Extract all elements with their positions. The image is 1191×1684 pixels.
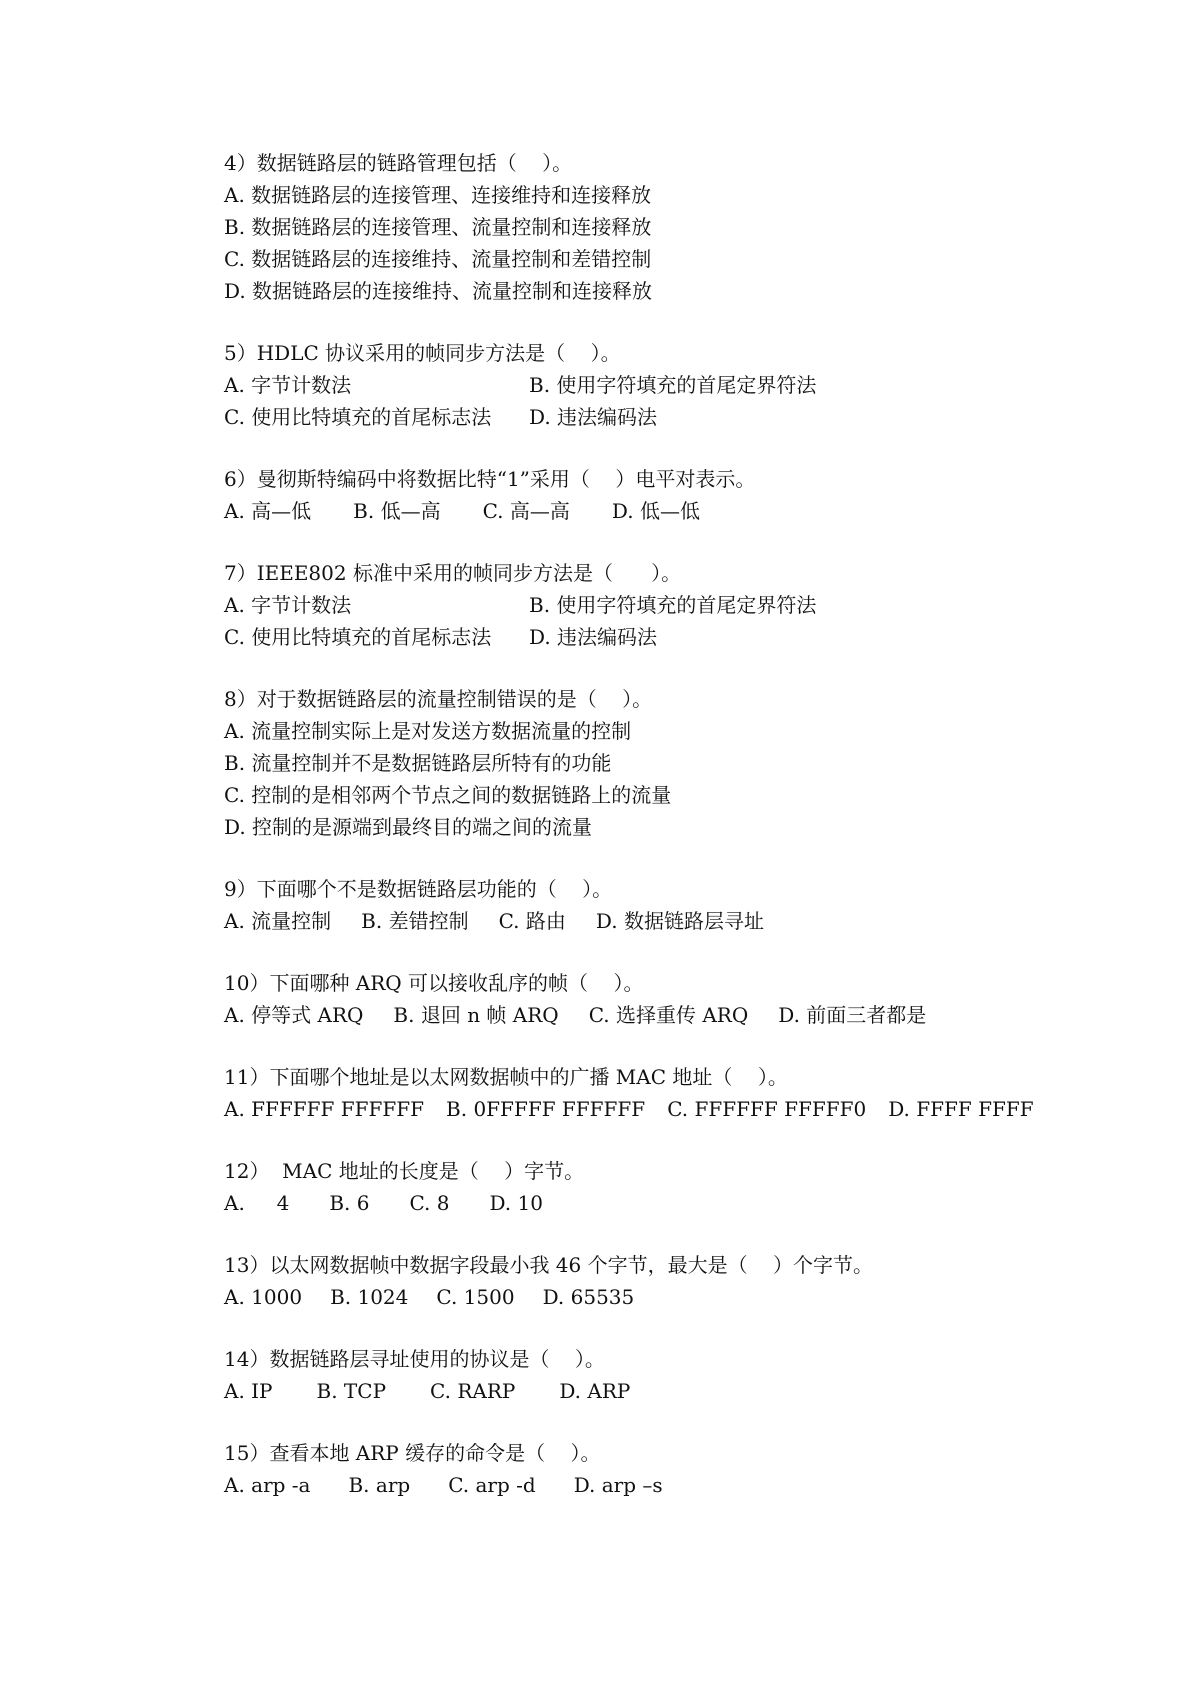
option-c: C. 控制的是相邻两个节点之间的数据链路上的流量 — [224, 783, 672, 807]
option-d: D. FFFF FFFF — [888, 1097, 1034, 1121]
question-text: 8）对于数据链路层的流量控制错误的是（ ）。 — [224, 687, 653, 711]
question-text: 5）HDLC 协议采用的帧同步方法是（ ）。 — [224, 341, 621, 365]
question-text: 7）IEEE802 标准中采用的帧同步方法是（ ）。 — [224, 561, 682, 585]
option-d: D. 数据链路层寻址 — [595, 909, 764, 933]
option-b: B. 数据链路层的连接管理、流量控制和连接释放 — [224, 215, 652, 239]
option-b: B. 低—高 — [353, 499, 441, 523]
option-d: D. 低—低 — [611, 499, 700, 523]
question-4 — [224, 147, 1124, 307]
option-b: B. 使用字符填充的首尾定界符法 — [529, 593, 817, 617]
option-a: A. IP — [224, 1379, 273, 1403]
option-row — [224, 1469, 1124, 1501]
option-a: A. 数据链路层的连接管理、连接维持和连接释放 — [224, 183, 652, 207]
question-9 — [224, 873, 1124, 937]
option-c: C. 使用比特填充的首尾标志法 — [224, 405, 492, 429]
question-text: 15）查看本地 ARP 缓存的命令是（ ）。 — [224, 1441, 601, 1465]
option-a: A. 高—低 — [224, 499, 312, 523]
option-row — [224, 1375, 1124, 1407]
option-b: B. 退回 n 帧 ARQ — [393, 1003, 559, 1027]
option-c: C. 路由 — [498, 909, 566, 933]
option-row — [224, 495, 1124, 527]
option-d: D. 前面三者都是 — [778, 1003, 927, 1027]
question-text: 12） MAC 地址的长度是（ ）字节。 — [224, 1159, 585, 1183]
question-text: 10）下面哪种 ARQ 可以接收乱序的帧（ ）。 — [224, 971, 644, 995]
option-b: B. 流量控制并不是数据链路层所特有的功能 — [224, 751, 612, 775]
option-row — [224, 621, 1124, 653]
option-c: C. 使用比特填充的首尾标志法 — [224, 625, 492, 649]
option-row — [224, 1187, 1124, 1219]
question-12 — [224, 1155, 1124, 1219]
question-8 — [224, 683, 1124, 843]
option-a: A. 字节计数法 — [224, 373, 352, 397]
option-row — [224, 905, 1124, 937]
question-7 — [224, 557, 1124, 653]
option-a: A. 流量控制实际上是对发送方数据流量的控制 — [224, 719, 632, 743]
question-10 — [224, 967, 1124, 1031]
option-c: C. 数据链路层的连接维持、流量控制和差错控制 — [224, 247, 652, 271]
option-d: D. 10 — [489, 1191, 543, 1215]
option-a: A. arp -a — [224, 1473, 311, 1497]
question-14 — [224, 1343, 1124, 1407]
option-c: C. 选择重传 ARQ — [588, 1003, 749, 1027]
option-b: B. 1024 — [330, 1285, 409, 1309]
option-a: A. 流量控制 — [224, 909, 332, 933]
option-d: D. 数据链路层的连接维持、流量控制和连接释放 — [224, 279, 653, 303]
option-row — [224, 999, 1124, 1031]
option-c: C. 8 — [409, 1191, 450, 1215]
option-d: D. 控制的是源端到最终目的端之间的流量 — [224, 815, 593, 839]
option-b: B. 6 — [329, 1191, 370, 1215]
option-row — [224, 1281, 1124, 1313]
option-b: B. 使用字符填充的首尾定界符法 — [529, 373, 817, 397]
option-row — [224, 1093, 1124, 1125]
option-a: A. 字节计数法 — [224, 593, 352, 617]
question-text: 11）下面哪个地址是以太网数据帧中的广播 MAC 地址（ ）。 — [224, 1065, 788, 1089]
option-b: B. 0FFFFF FFFFFF — [446, 1097, 646, 1121]
option-row — [224, 401, 1124, 433]
option-d: D. ARP — [559, 1379, 631, 1403]
question-6 — [224, 463, 1124, 527]
question-list — [224, 147, 1124, 1531]
question-text: 6）曼彻斯特编码中将数据比特“1”采用（ ）电平对表示。 — [224, 467, 756, 491]
option-a: A. 4 — [224, 1191, 290, 1215]
question-text: 4）数据链路层的链路管理包括（ ）。 — [224, 151, 573, 175]
question-5 — [224, 337, 1124, 433]
option-d: D. 违法编码法 — [529, 625, 658, 649]
option-a: A. FFFFFF FFFFFF — [224, 1097, 425, 1121]
option-d: D. 65535 — [542, 1285, 635, 1309]
question-text: 9）下面哪个不是数据链路层功能的（ ）。 — [224, 877, 613, 901]
question-15 — [224, 1437, 1124, 1501]
option-row — [224, 369, 1124, 401]
option-row — [224, 589, 1124, 621]
question-11 — [224, 1061, 1124, 1125]
option-a: A. 1000 — [224, 1285, 303, 1309]
option-c: C. 高—高 — [482, 499, 570, 523]
option-c: C. RARP — [430, 1379, 516, 1403]
option-d: D. 违法编码法 — [529, 405, 658, 429]
option-b: B. TCP — [316, 1379, 387, 1403]
option-c: C. 1500 — [436, 1285, 515, 1309]
question-13 — [224, 1249, 1124, 1313]
option-a: A. 停等式 ARQ — [224, 1003, 364, 1027]
option-d: D. arp –s — [573, 1473, 663, 1497]
option-c: C. FFFFFF FFFFF0 — [667, 1097, 867, 1121]
option-b: B. arp — [348, 1473, 411, 1497]
question-text: 14）数据链路层寻址使用的协议是（ ）。 — [224, 1347, 605, 1371]
question-text: 13）以太网数据帧中数据字段最小我 46 个字节，最大是（ ）个字节。 — [224, 1253, 874, 1277]
option-b: B. 差错控制 — [361, 909, 469, 933]
option-c: C. arp -d — [448, 1473, 536, 1497]
